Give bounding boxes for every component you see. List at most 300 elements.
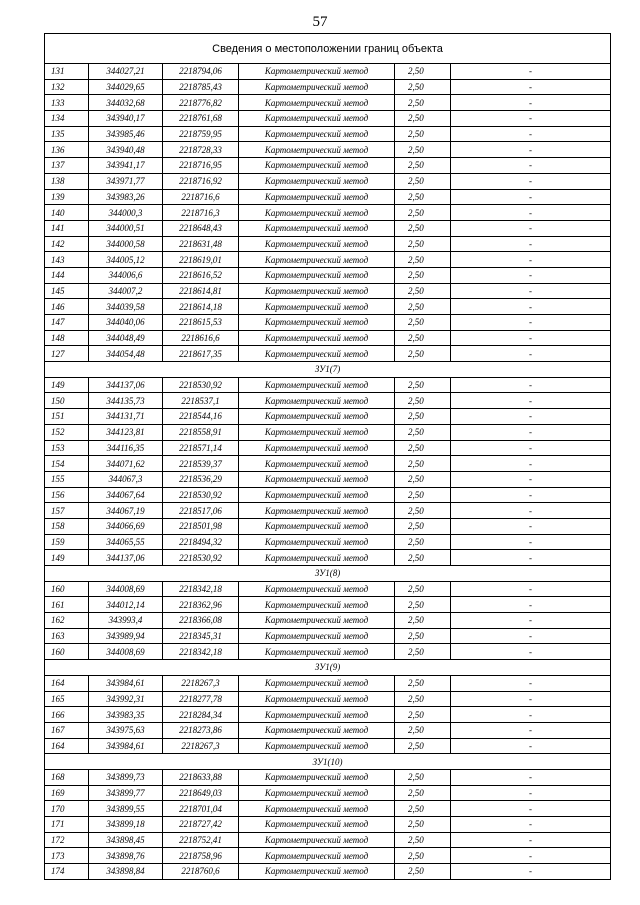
coord-y-cell: 2218752,41 — [163, 832, 239, 848]
table-row — [45, 111, 611, 127]
table-row — [45, 393, 611, 409]
accuracy-cell: 2,50 — [395, 142, 451, 158]
table-row — [45, 848, 611, 864]
coord-y-cell: 2218758,96 — [163, 848, 239, 864]
coord-y-cell: 2218267,3 — [163, 675, 239, 691]
coord-x-cell: 343971,77 — [89, 173, 163, 189]
coord-y-cell: 2218267,3 — [163, 738, 239, 754]
coord-x-cell: 344116,35 — [89, 440, 163, 456]
method-cell: Картометрический метод — [239, 409, 395, 425]
accuracy-cell: 2,50 — [395, 267, 451, 283]
description-cell: - — [451, 252, 611, 268]
table-row — [45, 252, 611, 268]
accuracy-cell: 2,50 — [395, 534, 451, 550]
accuracy-cell: 2,50 — [395, 785, 451, 801]
section-label: ЗУ1(8) — [45, 566, 611, 582]
accuracy-cell: 2,50 — [395, 769, 451, 785]
description-cell: - — [451, 126, 611, 142]
accuracy-cell: 2,50 — [395, 644, 451, 660]
method-cell: Картометрический метод — [239, 377, 395, 393]
point-number-cell: 165 — [45, 691, 89, 707]
table-row — [45, 628, 611, 644]
method-cell: Картометрический метод — [239, 299, 395, 315]
table-row — [45, 142, 611, 158]
accuracy-cell: 2,50 — [395, 205, 451, 221]
coord-x-cell: 344006,6 — [89, 267, 163, 283]
description-cell: - — [451, 142, 611, 158]
method-cell: Картометрический метод — [239, 550, 395, 566]
coord-y-cell: 2218794,06 — [163, 64, 239, 80]
coord-x-cell: 344065,55 — [89, 534, 163, 550]
method-cell: Картометрический метод — [239, 424, 395, 440]
point-number-cell: 145 — [45, 283, 89, 299]
table-row — [45, 79, 611, 95]
coord-y-cell: 2218761,68 — [163, 111, 239, 127]
coord-y-cell: 2218649,03 — [163, 785, 239, 801]
accuracy-cell: 2,50 — [395, 299, 451, 315]
point-number-cell: 131 — [45, 64, 89, 80]
point-number-cell: 139 — [45, 189, 89, 205]
coord-x-cell: 343898,45 — [89, 832, 163, 848]
accuracy-cell: 2,50 — [395, 346, 451, 362]
coord-y-cell: 2218342,18 — [163, 644, 239, 660]
accuracy-cell: 2,50 — [395, 722, 451, 738]
point-number-cell: 169 — [45, 785, 89, 801]
description-cell: - — [451, 220, 611, 236]
section-header-row — [45, 362, 611, 378]
point-number-cell: 144 — [45, 267, 89, 283]
point-number-cell: 152 — [45, 424, 89, 440]
table-row — [45, 283, 611, 299]
method-cell: Картометрический метод — [239, 487, 395, 503]
description-cell: - — [451, 267, 611, 283]
coord-y-cell: 2218273,86 — [163, 722, 239, 738]
coord-y-cell: 2218539,37 — [163, 456, 239, 472]
coord-x-cell: 344135,73 — [89, 393, 163, 409]
point-number-cell: 164 — [45, 738, 89, 754]
accuracy-cell: 2,50 — [395, 236, 451, 252]
table-row — [45, 518, 611, 534]
accuracy-cell: 2,50 — [395, 158, 451, 174]
table-row — [45, 158, 611, 174]
coord-y-cell: 2218727,42 — [163, 817, 239, 833]
accuracy-cell: 2,50 — [395, 173, 451, 189]
description-cell: - — [451, 503, 611, 519]
table-row — [45, 832, 611, 848]
coord-x-cell: 344123,81 — [89, 424, 163, 440]
table-row — [45, 424, 611, 440]
table-row — [45, 236, 611, 252]
coord-x-cell: 344029,65 — [89, 79, 163, 95]
coord-y-cell: 2218728,33 — [163, 142, 239, 158]
point-number-cell: 161 — [45, 597, 89, 613]
coord-y-cell: 2218366,08 — [163, 613, 239, 629]
coord-x-cell: 343899,73 — [89, 769, 163, 785]
section-header-row — [45, 660, 611, 676]
point-number-cell: 168 — [45, 769, 89, 785]
coord-y-cell: 2218530,92 — [163, 550, 239, 566]
coord-x-cell: 344000,3 — [89, 205, 163, 221]
coord-y-cell: 2218615,53 — [163, 315, 239, 331]
table-row — [45, 173, 611, 189]
boundary-coordinates-table — [44, 33, 611, 880]
coord-y-cell: 2218759,95 — [163, 126, 239, 142]
coord-y-cell: 2218716,92 — [163, 173, 239, 189]
description-cell: - — [451, 534, 611, 550]
method-cell: Картометрический метод — [239, 440, 395, 456]
method-cell: Картометрический метод — [239, 79, 395, 95]
accuracy-cell: 2,50 — [395, 126, 451, 142]
method-cell: Картометрический метод — [239, 722, 395, 738]
description-cell: - — [451, 864, 611, 880]
table-row — [45, 581, 611, 597]
coord-x-cell: 344000,58 — [89, 236, 163, 252]
coord-x-cell: 343941,17 — [89, 158, 163, 174]
description-cell: - — [451, 299, 611, 315]
point-number-cell: 140 — [45, 205, 89, 221]
description-cell: - — [451, 409, 611, 425]
point-number-cell: 171 — [45, 817, 89, 833]
accuracy-cell: 2,50 — [395, 111, 451, 127]
point-number-cell: 132 — [45, 79, 89, 95]
table-row — [45, 95, 611, 111]
coord-x-cell: 343984,61 — [89, 675, 163, 691]
table-row — [45, 64, 611, 80]
accuracy-cell: 2,50 — [395, 487, 451, 503]
coord-y-cell: 2218648,43 — [163, 220, 239, 236]
section-label: ЗУ1(9) — [45, 660, 611, 676]
point-number-cell: 136 — [45, 142, 89, 158]
coord-x-cell: 344071,62 — [89, 456, 163, 472]
point-number-cell: 141 — [45, 220, 89, 236]
table-row — [45, 267, 611, 283]
description-cell: - — [451, 315, 611, 331]
coord-y-cell: 2218614,18 — [163, 299, 239, 315]
method-cell: Картометрический метод — [239, 471, 395, 487]
accuracy-cell: 2,50 — [395, 252, 451, 268]
coord-x-cell: 343989,94 — [89, 628, 163, 644]
coord-x-cell: 343899,55 — [89, 801, 163, 817]
table-row — [45, 769, 611, 785]
table-title: Сведения о местоположении границ объекта — [45, 34, 611, 64]
description-cell: - — [451, 581, 611, 597]
description-cell: - — [451, 848, 611, 864]
accuracy-cell: 2,50 — [395, 518, 451, 534]
description-cell: - — [451, 675, 611, 691]
coord-x-cell: 344067,3 — [89, 471, 163, 487]
description-cell: - — [451, 377, 611, 393]
coord-y-cell: 2218501,98 — [163, 518, 239, 534]
point-number-cell: 154 — [45, 456, 89, 472]
coord-x-cell: 343983,26 — [89, 189, 163, 205]
point-number-cell: 172 — [45, 832, 89, 848]
table-row — [45, 409, 611, 425]
table-row — [45, 801, 611, 817]
accuracy-cell: 2,50 — [395, 832, 451, 848]
table-row — [45, 817, 611, 833]
section-label: ЗУ1(10) — [45, 754, 611, 770]
description-cell: - — [451, 158, 611, 174]
description-cell: - — [451, 95, 611, 111]
coord-y-cell: 2218716,95 — [163, 158, 239, 174]
accuracy-cell: 2,50 — [395, 79, 451, 95]
method-cell: Картометрический метод — [239, 613, 395, 629]
method-cell: Картометрический метод — [239, 581, 395, 597]
coord-y-cell: 2218633,88 — [163, 769, 239, 785]
point-number-cell: 153 — [45, 440, 89, 456]
method-cell: Картометрический метод — [239, 864, 395, 880]
coord-y-cell: 2218530,92 — [163, 377, 239, 393]
accuracy-cell: 2,50 — [395, 95, 451, 111]
method-cell: Картометрический метод — [239, 158, 395, 174]
coord-y-cell: 2218785,43 — [163, 79, 239, 95]
accuracy-cell: 2,50 — [395, 613, 451, 629]
point-number-cell: 148 — [45, 330, 89, 346]
method-cell: Картометрический метод — [239, 173, 395, 189]
point-number-cell: 170 — [45, 801, 89, 817]
coord-y-cell: 2218571,14 — [163, 440, 239, 456]
accuracy-cell: 2,50 — [395, 315, 451, 331]
coord-x-cell: 343898,76 — [89, 848, 163, 864]
point-number-cell: 160 — [45, 581, 89, 597]
coord-y-cell: 2218760,6 — [163, 864, 239, 880]
description-cell: - — [451, 440, 611, 456]
coord-x-cell: 344039,58 — [89, 299, 163, 315]
coord-x-cell: 343899,18 — [89, 817, 163, 833]
method-cell: Картометрический метод — [239, 189, 395, 205]
coord-y-cell: 2218776,82 — [163, 95, 239, 111]
coord-x-cell: 344048,49 — [89, 330, 163, 346]
point-number-cell: 147 — [45, 315, 89, 331]
description-cell: - — [451, 393, 611, 409]
table-row — [45, 691, 611, 707]
table-row — [45, 299, 611, 315]
coord-x-cell: 344040,06 — [89, 315, 163, 331]
coord-x-cell: 344000,51 — [89, 220, 163, 236]
description-cell: - — [451, 707, 611, 723]
accuracy-cell: 2,50 — [395, 64, 451, 80]
table-row — [45, 189, 611, 205]
description-cell: - — [451, 613, 611, 629]
point-number-cell: 143 — [45, 252, 89, 268]
description-cell: - — [451, 205, 611, 221]
coord-x-cell: 344008,69 — [89, 581, 163, 597]
point-number-cell: 174 — [45, 864, 89, 880]
description-cell: - — [451, 471, 611, 487]
description-cell: - — [451, 236, 611, 252]
method-cell: Картометрический метод — [239, 644, 395, 660]
description-cell: - — [451, 722, 611, 738]
description-cell: - — [451, 173, 611, 189]
method-cell: Картометрический метод — [239, 393, 395, 409]
coord-x-cell: 344012,14 — [89, 597, 163, 613]
method-cell: Картометрический метод — [239, 628, 395, 644]
coord-y-cell: 2218517,06 — [163, 503, 239, 519]
description-cell: - — [451, 189, 611, 205]
coord-y-cell: 2218616,6 — [163, 330, 239, 346]
coord-x-cell: 343993,4 — [89, 613, 163, 629]
coord-y-cell: 2218342,18 — [163, 581, 239, 597]
table-row — [45, 471, 611, 487]
point-number-cell: 150 — [45, 393, 89, 409]
table-row — [45, 315, 611, 331]
method-cell: Картометрический метод — [239, 220, 395, 236]
section-header-row — [45, 566, 611, 582]
table-row — [45, 597, 611, 613]
accuracy-cell: 2,50 — [395, 550, 451, 566]
coord-y-cell: 2218362,96 — [163, 597, 239, 613]
coord-y-cell: 2218617,35 — [163, 346, 239, 362]
point-number-cell: 149 — [45, 377, 89, 393]
point-number-cell: 146 — [45, 299, 89, 315]
table-row — [45, 487, 611, 503]
method-cell: Картометрический метод — [239, 252, 395, 268]
coord-x-cell: 344137,06 — [89, 550, 163, 566]
description-cell: - — [451, 64, 611, 80]
point-number-cell: 158 — [45, 518, 89, 534]
point-number-cell: 166 — [45, 707, 89, 723]
method-cell: Картометрический метод — [239, 267, 395, 283]
point-number-cell: 134 — [45, 111, 89, 127]
accuracy-cell: 2,50 — [395, 817, 451, 833]
coord-y-cell: 2218614,81 — [163, 283, 239, 299]
coord-x-cell: 343992,31 — [89, 691, 163, 707]
table-title-row — [45, 34, 611, 64]
coord-y-cell: 2218345,31 — [163, 628, 239, 644]
accuracy-cell: 2,50 — [395, 675, 451, 691]
method-cell: Картометрический метод — [239, 142, 395, 158]
table-row — [45, 534, 611, 550]
accuracy-cell: 2,50 — [395, 864, 451, 880]
coord-y-cell: 2218616,52 — [163, 267, 239, 283]
accuracy-cell: 2,50 — [395, 456, 451, 472]
table-row — [45, 456, 611, 472]
method-cell: Картометрический метод — [239, 95, 395, 111]
point-number-cell: 137 — [45, 158, 89, 174]
coord-x-cell: 344067,19 — [89, 503, 163, 519]
method-cell: Картометрический метод — [239, 691, 395, 707]
coord-y-cell: 2218701,04 — [163, 801, 239, 817]
point-number-cell: 156 — [45, 487, 89, 503]
accuracy-cell: 2,50 — [395, 738, 451, 754]
method-cell: Картометрический метод — [239, 126, 395, 142]
point-number-cell: 133 — [45, 95, 89, 111]
coord-x-cell: 343940,17 — [89, 111, 163, 127]
method-cell: Картометрический метод — [239, 236, 395, 252]
coord-y-cell: 2218536,29 — [163, 471, 239, 487]
description-cell: - — [451, 801, 611, 817]
description-cell: - — [451, 487, 611, 503]
point-number-cell: 155 — [45, 471, 89, 487]
method-cell: Картометрический метод — [239, 205, 395, 221]
coord-y-cell: 2218631,48 — [163, 236, 239, 252]
table-row — [45, 707, 611, 723]
method-cell: Картометрический метод — [239, 832, 395, 848]
coord-x-cell: 343898,84 — [89, 864, 163, 880]
method-cell: Картометрический метод — [239, 315, 395, 331]
table-row — [45, 738, 611, 754]
description-cell: - — [451, 769, 611, 785]
method-cell: Картометрический метод — [239, 111, 395, 127]
table-row — [45, 346, 611, 362]
method-cell: Картометрический метод — [239, 534, 395, 550]
coord-x-cell: 344007,2 — [89, 283, 163, 299]
coord-y-cell: 2218619,01 — [163, 252, 239, 268]
method-cell: Картометрический метод — [239, 817, 395, 833]
table-row — [45, 722, 611, 738]
table-row — [45, 440, 611, 456]
point-number-cell: 160 — [45, 644, 89, 660]
method-cell: Картометрический метод — [239, 518, 395, 534]
table-row — [45, 613, 611, 629]
description-cell: - — [451, 518, 611, 534]
point-number-cell: 162 — [45, 613, 89, 629]
point-number-cell: 173 — [45, 848, 89, 864]
coord-x-cell: 344032,68 — [89, 95, 163, 111]
coord-x-cell: 344131,71 — [89, 409, 163, 425]
accuracy-cell: 2,50 — [395, 801, 451, 817]
section-header-row — [45, 754, 611, 770]
coord-x-cell: 344054,48 — [89, 346, 163, 362]
coord-y-cell: 2218277,78 — [163, 691, 239, 707]
method-cell: Картометрический метод — [239, 848, 395, 864]
accuracy-cell: 2,50 — [395, 471, 451, 487]
description-cell: - — [451, 79, 611, 95]
description-cell: - — [451, 424, 611, 440]
method-cell: Картометрический метод — [239, 330, 395, 346]
point-number-cell: 135 — [45, 126, 89, 142]
description-cell: - — [451, 738, 611, 754]
point-number-cell: 151 — [45, 409, 89, 425]
description-cell: - — [451, 817, 611, 833]
description-cell: - — [451, 346, 611, 362]
description-cell: - — [451, 330, 611, 346]
table-row — [45, 377, 611, 393]
coord-x-cell: 344067,64 — [89, 487, 163, 503]
table-row — [45, 330, 611, 346]
accuracy-cell: 2,50 — [395, 393, 451, 409]
coord-x-cell: 343983,35 — [89, 707, 163, 723]
point-number-cell: 149 — [45, 550, 89, 566]
method-cell: Картометрический метод — [239, 283, 395, 299]
description-cell: - — [451, 456, 611, 472]
description-cell: - — [451, 832, 611, 848]
section-label: ЗУ1(7) — [45, 362, 611, 378]
method-cell: Картометрический метод — [239, 785, 395, 801]
point-number-cell: 164 — [45, 675, 89, 691]
description-cell: - — [451, 111, 611, 127]
method-cell: Картометрический метод — [239, 738, 395, 754]
table-row — [45, 503, 611, 519]
description-cell: - — [451, 597, 611, 613]
method-cell: Картометрический метод — [239, 597, 395, 613]
coord-x-cell: 344005,12 — [89, 252, 163, 268]
accuracy-cell: 2,50 — [395, 691, 451, 707]
accuracy-cell: 2,50 — [395, 377, 451, 393]
method-cell: Картометрический метод — [239, 707, 395, 723]
table-row — [45, 126, 611, 142]
accuracy-cell: 2,50 — [395, 503, 451, 519]
table-row — [45, 220, 611, 236]
coord-x-cell: 344008,69 — [89, 644, 163, 660]
table-row — [45, 205, 611, 221]
table-row — [45, 675, 611, 691]
point-number-cell: 138 — [45, 173, 89, 189]
point-number-cell: 127 — [45, 346, 89, 362]
description-cell: - — [451, 785, 611, 801]
method-cell: Картометрический метод — [239, 456, 395, 472]
accuracy-cell: 2,50 — [395, 330, 451, 346]
